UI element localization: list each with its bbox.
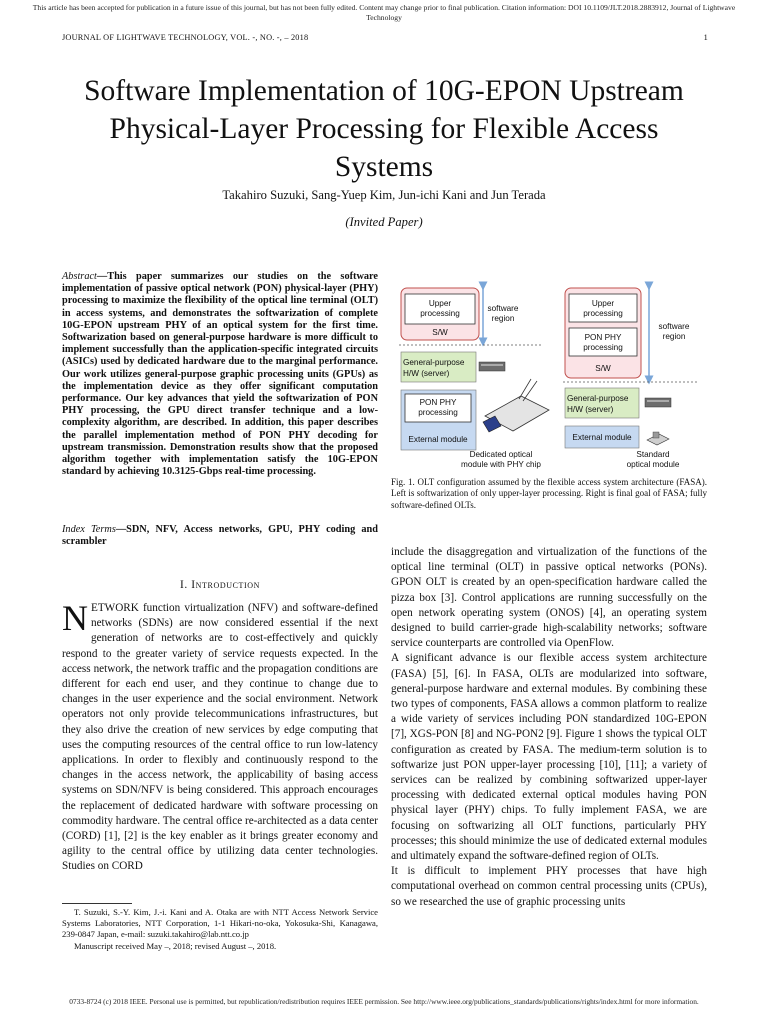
left-dedicated-label-2: module with PHY chip [461, 460, 541, 469]
right-standard-label-2: optical module [626, 460, 680, 469]
right-sw-label: S/W [595, 364, 611, 373]
left-pon-phy-label-1: PON PHY [419, 398, 457, 407]
right-server-icon [645, 398, 671, 407]
right-upper-label-1: Upper [591, 299, 615, 308]
left-gp-hw-label-1: General-purpose [403, 358, 465, 367]
section-title: Introduction [191, 579, 261, 591]
abstract-text: —This paper summarizes our studies on the software implementation of passive optical network (PON) physical-layer (PHY) processing to maximize the flexibility of the optical line terminal (OLT) in access systems, and demonstrates the softwarization of complete 10G-EPON upstream PHY of an optical system for the first time. Softwarization based on general-purpose hardware is more difficult to implement successfully than the application-specific integrated circuits (ASICs) used by dedicated hardware due to the marginal performance. Our work utilizes general-purpose graphic processing units (GPUs) as the implementation device as they offer significant computation performance. Our key advances that yield the softwarization of PON PHY processing, the GPU direct transfer technique and a low-complexity algorithm, are described. In addition, this paper describes the parallel implementation method of PON PHY decoding for upstream transmission. Demonstration results show that the proposed algorithm together with implementation satisfy the 10G-EPON standard by achieving 10.3125-Gbps real-time processing. [62, 271, 378, 478]
right-software-region-label-1: software [658, 322, 690, 331]
dropcap-letter: N [62, 598, 88, 638]
author-footnote [62, 907, 378, 952]
footnote-rule [62, 903, 132, 904]
journal-name: JOURNAL OF LIGHTWAVE TECHNOLOGY, VOL. -, NO. -, – 2018 [62, 33, 309, 42]
right-software-region-label-2: region [662, 332, 686, 341]
abstract [62, 271, 378, 478]
right-upper-label-2: processing [583, 309, 623, 318]
section-heading-introduction [62, 579, 378, 591]
author-list: Takahiro Suzuki, Sang-Yuep Kim, Jun-ichi Kani and Jun Terada [222, 188, 546, 202]
left-upper-label-1: Upper [428, 299, 452, 308]
right-gp-hw-label-2: H/W (server) [567, 405, 614, 414]
prepublication-notice: This article has been accepted for publication in a future issue of this journal, but has not been fully edited. Content may change prior to final publication. Citation information: DOI 10.1109/JLT.2018.2883912, Journal of Lightwave Technology [32, 3, 736, 22]
introduction-body [62, 598, 378, 875]
footnote-manuscript-dates: Manuscript received May –, 2018; revised August –, 2018. [74, 940, 277, 951]
right-standard-label-1: Standard [636, 450, 670, 459]
left-sw-label: S/W [432, 328, 448, 337]
left-software-region-label-2: region [491, 314, 515, 323]
right-paragraph-1: include the disaggregation and virtualization of the functions of the optical line terminal (OLT) in passive optical networks (PONs). GPON OLT is created by an open-specification hardware called the pizza box [3]. Control applications are running successfully on the open network operating system (ONOS) [4], an operating system designed to build carrier-grade high-scalability networks; software service counterparts are controlled via OpenFlow. [391, 546, 707, 650]
figure-1-olt-configuration [391, 276, 709, 474]
right-external-module-label: External module [572, 433, 632, 442]
footnote-affiliation: T. Suzuki, S.-Y. Kim, J.-i. Kani and A. Otaka are with NTT Access Network Service Systems Laboratories, NTT Corporation, 1-1 Hikari-no-oka, Yokosuka-Shi, Kanagawa, 239-0847 Japan, e-mail: suzuki.takahiro@lab.ntt.co.jp [62, 907, 378, 940]
left-external-module-label: External module [408, 435, 468, 444]
left-pon-phy-label-2: processing [418, 408, 458, 417]
left-dedicated-label-1: Dedicated optical [469, 450, 533, 459]
abstract-lead: Abstract [62, 271, 97, 282]
left-gp-hw-label-2: H/W (server) [403, 369, 450, 378]
right-column-body [391, 545, 707, 910]
index-terms-text: —SDN, NFV, Access networks, GPU, PHY coding and scrambler [62, 524, 378, 548]
right-gp-hw-label-1: General-purpose [567, 394, 629, 403]
right-standard-optical-module-icon [647, 432, 669, 445]
intro-paragraph [62, 598, 378, 875]
page-number: 1 [703, 33, 708, 42]
index-terms [62, 524, 378, 548]
paper-title: Software Implementation of 10G-EPON Upstream Physical-Layer Processing for Flexible Access Systems [84, 75, 684, 183]
intro-first-word: ETWORK [91, 602, 139, 614]
left-dedicated-optical-module-icon [483, 379, 549, 432]
right-paragraph-3: It is difficult to implement PHY processes that have high computational overhead on common central processing units (CPUs), so we researched the use of graphic processing units [391, 865, 707, 908]
section-number: I. [179, 579, 188, 591]
invited-paper-label: (Invited Paper) [345, 215, 423, 229]
intro-paragraph-text: function virtualization (NFV) and software-defined networks (SDNs) are now considered essential if the next generation of networks are to cost-effectively and quickly respond to the greater variety of service requests expected. In the access network, the network traffic and the propagation conditions are different for each end user, and they continue to change due to changes in the user experience and the social environment. Network operators not only provide telecommunications infrastructures, but they also drive the creation of new services by edge computing that uses the computing resources of the central office to run low-latency applications. In order to flexibly and continuously respond to the changes in the access network, the applicability of basing access systems on SDN/NFV is being considered. This approach encourages the replacement of dedicated hardware with software processing on commodity hardware. The central office re-architected as a data center (CORD) [1], [2] is the key enabler as it brings greater economy and agility to the central office by utilizing data center technologies. Studies on CORD [62, 602, 378, 873]
right-pon-phy-label-2: processing [583, 343, 623, 352]
left-upper-label-2: processing [420, 309, 460, 318]
figure-1-caption: Fig. 1. OLT configuration assumed by the flexible access system architecture (FASA). Left is softwarization of only upper-layer processing. Right is final goal of FASA; fully software-defined OLTs. [391, 477, 707, 510]
index-terms-lead: Index Terms [62, 524, 116, 535]
right-pon-phy-label-1: PON PHY [584, 333, 622, 342]
left-server-icon [479, 362, 505, 371]
left-software-region-label-1: software [487, 304, 519, 313]
copyright-footer: 0733-8724 (c) 2018 IEEE. Personal use is permitted, but republication/redistribution requires IEEE permission. See http://www.ieee.org/publications_standards/publications/rights/index.html for more information. [69, 997, 699, 1006]
figure-1-diagram [391, 276, 709, 474]
right-paragraph-2: A significant advance is our flexible access system architecture (FASA) [5], [6]. In FASA, OLTs are modularized into software, general-purpose hardware and external modules. By combining these two types of components, FASA allows a common platform to realize a wide variety of services including PON standardized 10G-EPON [7], XGS-PON [8] and NG-PON2 [9]. Figure 1 shows the typical OLT configuration as created by FASA. The medium-term solution is to softwarize just PON upper-layer processing [10], [11]; a variety of services can be realized by combining softwarized upper-layer processing with dedicated external optical modules having PON physical layer (PHY) chips. To fully implement FASA, we are focusing on softwarizing all OLT functions, particularly PHY processes; this should minimize the use of dedicated external modules and ultimately expand the software-defined region of OLTs. [391, 652, 707, 863]
running-head [62, 33, 708, 42]
